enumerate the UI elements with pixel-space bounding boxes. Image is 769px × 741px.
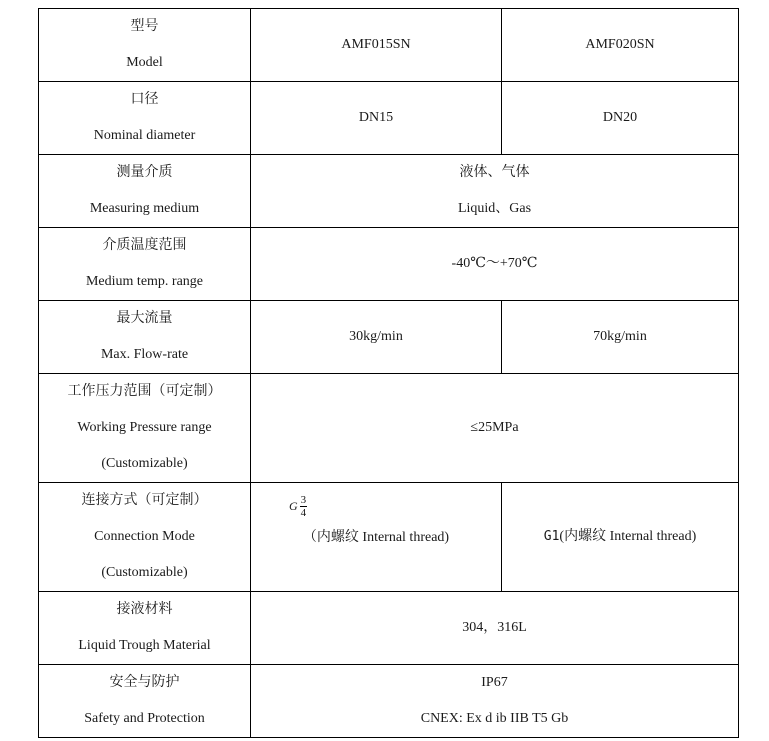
- diameter-value-2: DN20: [502, 82, 739, 155]
- diameter-value-1: DN15: [251, 82, 502, 155]
- model-label-cell: [39, 9, 251, 82]
- connection-value-1: [251, 483, 502, 592]
- pressure-label-cn: 工作压力范围（可定制）: [67, 384, 222, 399]
- safety-label-en: Safety and Protection: [84, 711, 205, 726]
- flow-label-en: Max. Flow-rate: [100, 347, 189, 362]
- table-row-connection: [39, 483, 739, 592]
- medium-label-cell: [39, 155, 251, 228]
- fraction-denominator: 4: [300, 506, 307, 519]
- safety-value-cell: [251, 665, 739, 738]
- table-row-medium: [39, 155, 739, 228]
- connection-label-cn: 连接方式（可定制）: [81, 493, 208, 508]
- connection-label-en: Connection Mode: [94, 529, 195, 544]
- safety-value-1: IP67: [481, 675, 508, 690]
- fraction-stack: [300, 494, 308, 519]
- medium-label-cn: 测量介质: [116, 165, 173, 180]
- medium-label-en: Measuring medium: [89, 201, 200, 216]
- connection-label-note: (Customizable): [101, 565, 188, 580]
- connection-value-2: [502, 483, 739, 592]
- medium-value-cn: 液体、气体: [459, 165, 530, 180]
- material-label-en: Liquid Trough Material: [78, 638, 211, 653]
- table-row-diameter: [39, 82, 739, 155]
- connection-value-2-text: (内螺纹 Internal thread): [559, 529, 697, 544]
- table-row-flow: [39, 301, 739, 374]
- connection-value-2-line: [506, 519, 734, 555]
- fraction-numerator: 3: [300, 493, 307, 506]
- table-row-temp: [39, 228, 739, 301]
- pressure-label-note: (Customizable): [101, 456, 188, 471]
- temp-label-cell: [39, 228, 251, 301]
- temp-value: -40℃～+70℃: [251, 228, 739, 301]
- pressure-label-cell: [39, 374, 251, 483]
- medium-value-en: Liquid、Gas: [457, 201, 532, 216]
- table-row-model: [39, 9, 739, 82]
- model-value-1: AMF015SN: [251, 9, 502, 82]
- diameter-label-cell: [39, 82, 251, 155]
- safety-value-2: CNEX: Ex d ib IIB T5 Gb: [420, 711, 569, 726]
- table-row-pressure: [39, 374, 739, 483]
- material-label-cn: 接液材料: [116, 602, 173, 617]
- flow-label-cn: 最大流量: [116, 311, 173, 326]
- connection-value-1-wrap: [251, 484, 501, 591]
- flow-label-cell: [39, 301, 251, 374]
- connection-value-2-lead: G1: [543, 529, 560, 544]
- medium-value-cell: [251, 155, 739, 228]
- temp-label-en: Medium temp. range: [85, 274, 204, 289]
- diameter-label-en: Nominal diameter: [93, 128, 196, 143]
- connection-label-cell: [39, 483, 251, 592]
- model-label-cn: 型号: [130, 19, 159, 34]
- table-row-material: [39, 592, 739, 665]
- safety-label-cell: [39, 665, 251, 738]
- pressure-label-en: Working Pressure range: [77, 420, 212, 435]
- diameter-label-cn: 口径: [130, 92, 159, 107]
- material-value: 304，316L: [251, 592, 739, 665]
- temp-label-cn: 介质温度范围: [102, 238, 187, 253]
- thread-size-fraction: [289, 494, 307, 519]
- model-label-en: Model: [126, 55, 163, 70]
- spec-table: [38, 8, 739, 738]
- thread-prefix: G: [289, 499, 298, 513]
- safety-label-cn: 安全与防护: [109, 675, 180, 690]
- table-row-safety: [39, 665, 739, 738]
- flow-value-2: 70kg/min: [502, 301, 739, 374]
- connection-value-1-text: （内螺纹 Internal thread): [302, 529, 450, 545]
- pressure-value: ≤25MPa: [251, 374, 739, 483]
- material-label-cell: [39, 592, 251, 665]
- flow-value-1: 30kg/min: [251, 301, 502, 374]
- model-value-2: AMF020SN: [502, 9, 739, 82]
